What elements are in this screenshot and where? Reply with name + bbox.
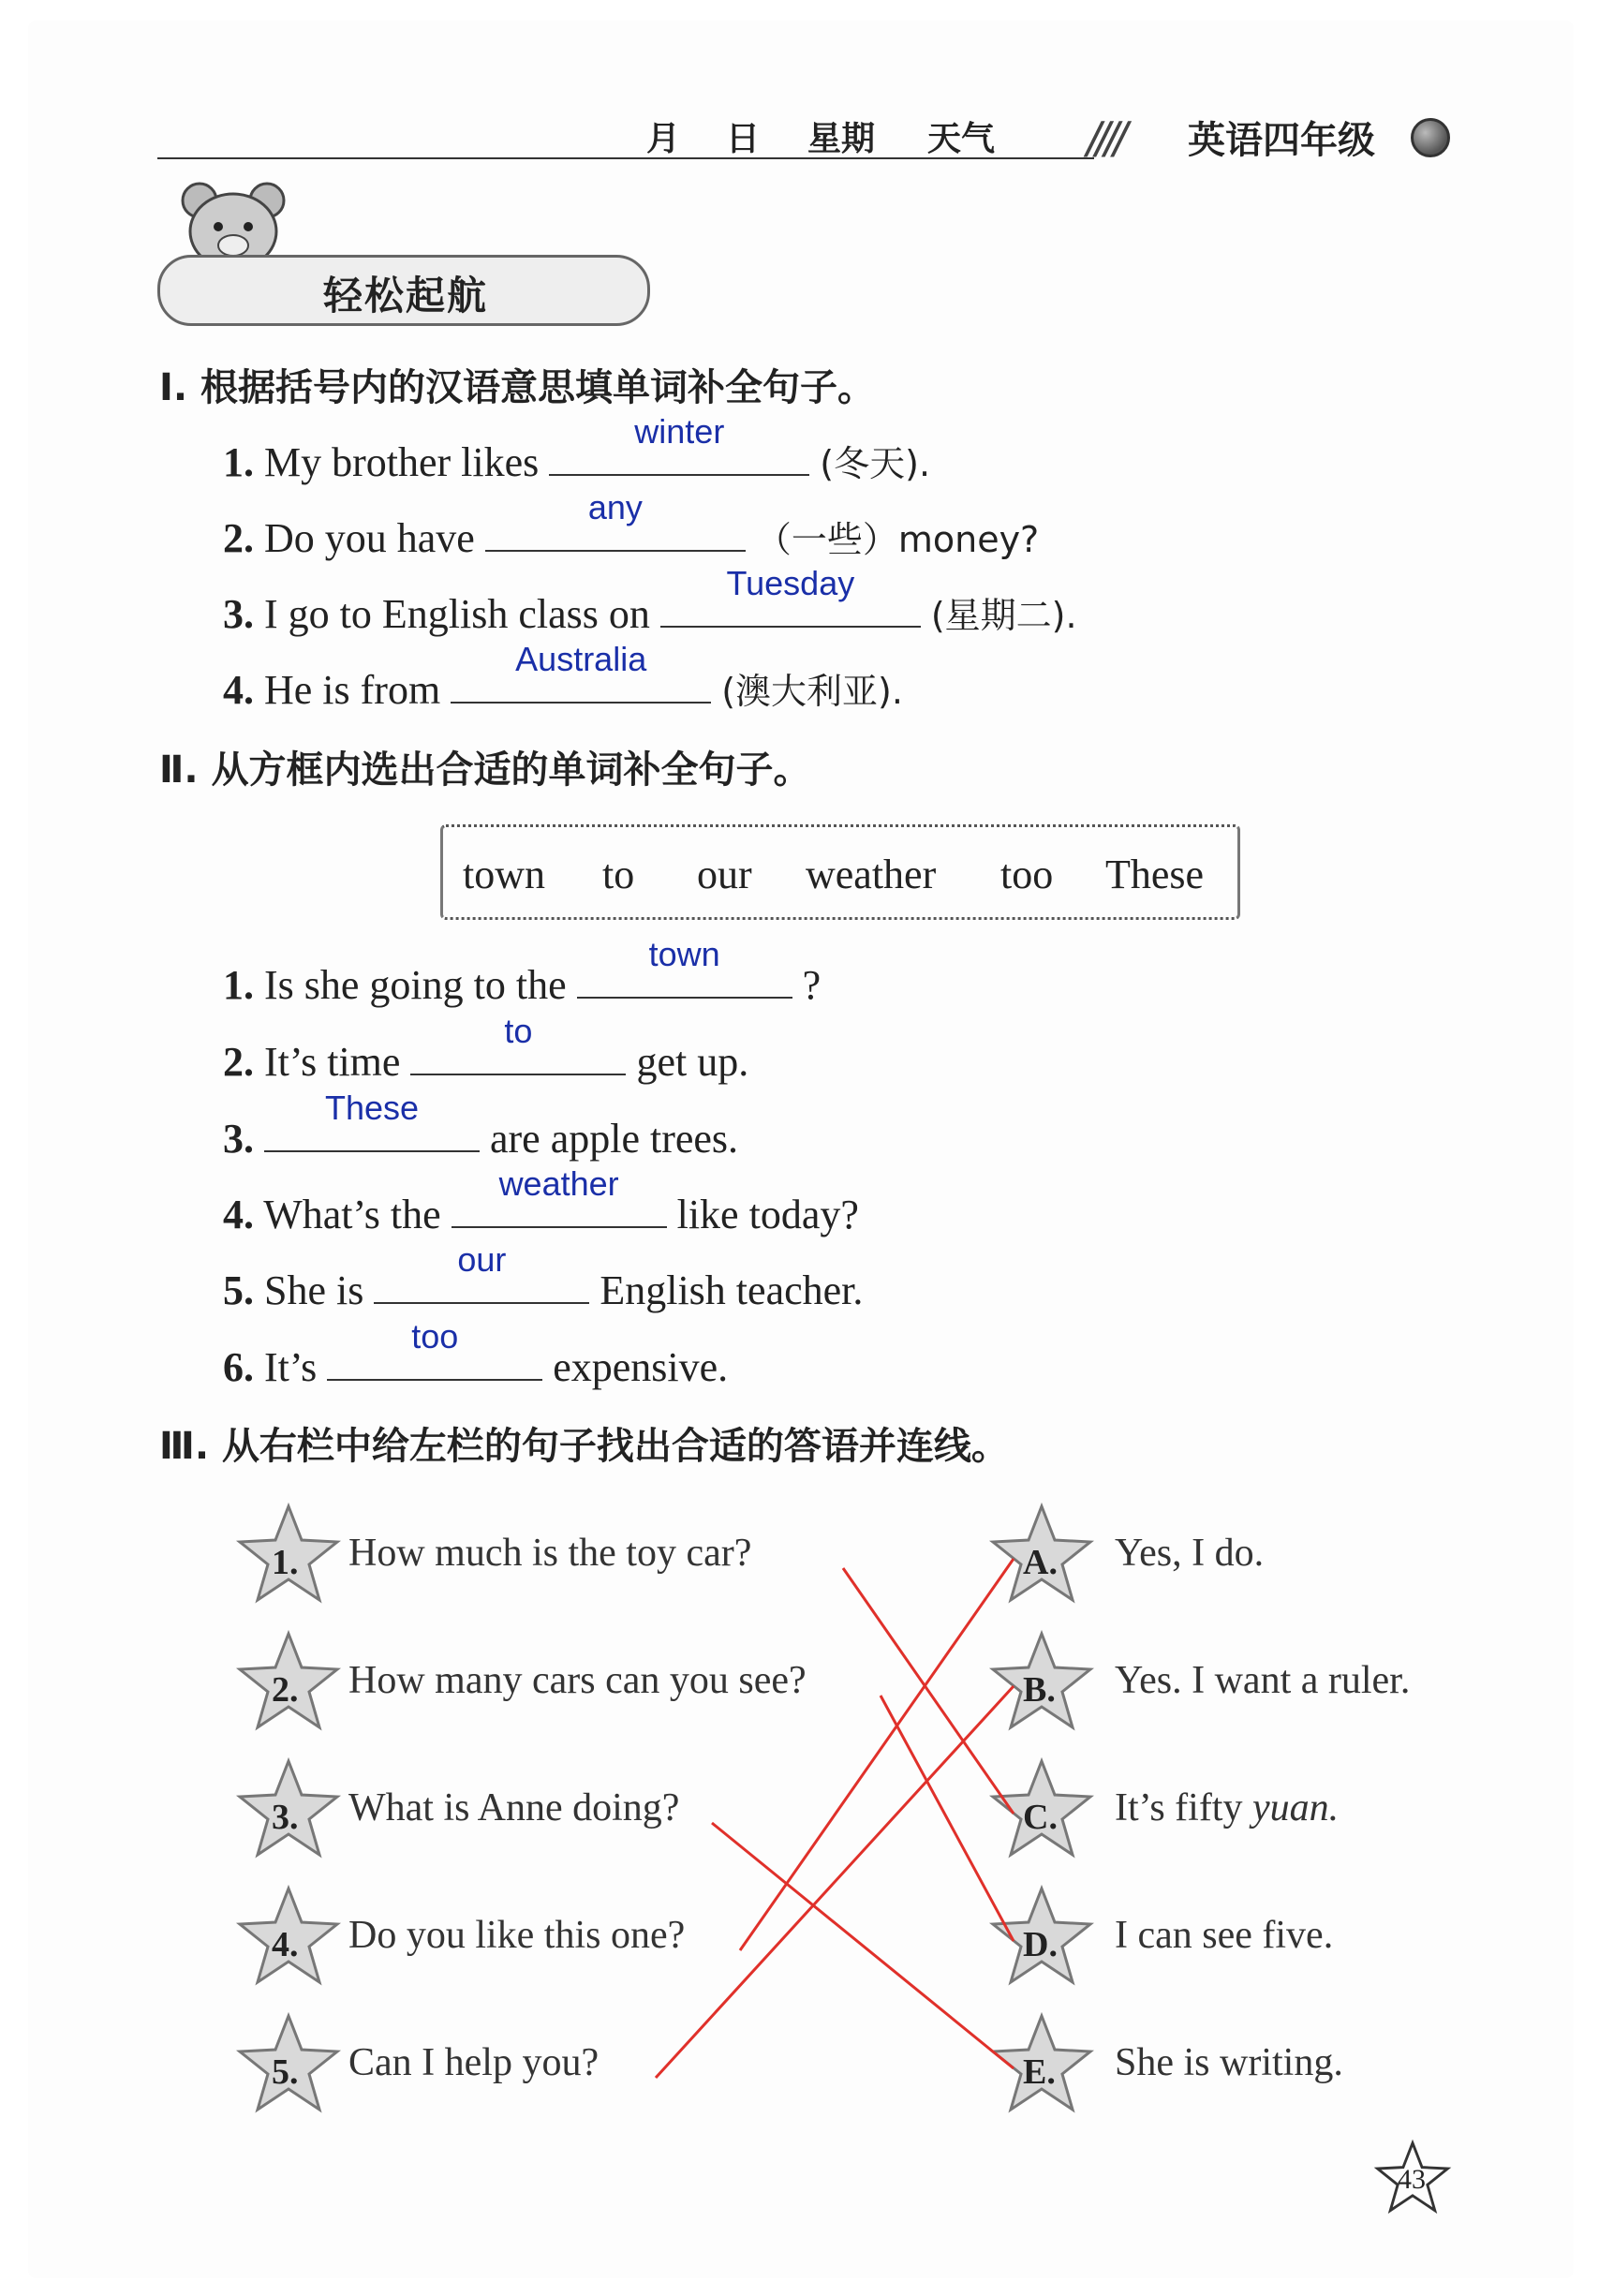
right-answer: It’s fifty yuan. bbox=[1115, 1786, 1340, 1829]
left-question: Do you like this one? bbox=[348, 1914, 686, 1957]
header-day: 日 bbox=[726, 120, 761, 158]
banner-title: 轻松起航 bbox=[323, 273, 489, 318]
right-answer: I can see five. bbox=[1115, 1914, 1334, 1957]
answer-blank[interactable]: to bbox=[410, 1032, 626, 1075]
left-question: How much is the toy car? bbox=[348, 1532, 752, 1575]
left-item-number: 3. bbox=[272, 1798, 299, 1837]
right-item-letter: B. bbox=[1023, 1670, 1056, 1710]
italic-word: yuan. bbox=[1242, 1786, 1340, 1829]
left-item-number: 1. bbox=[272, 1543, 299, 1582]
answer-blank[interactable]: Australia bbox=[451, 660, 711, 704]
s2-item-5: 5. She is our English teacher. bbox=[223, 1240, 864, 1313]
left-question: How many cars can you see? bbox=[348, 1659, 807, 1702]
answer-blank[interactable]: These bbox=[264, 1109, 480, 1152]
header-weekday: 星期 bbox=[807, 120, 876, 158]
right-item-letter: C. bbox=[1023, 1798, 1058, 1837]
header-slashes-icon: //// bbox=[1087, 112, 1122, 163]
page-number: 43 bbox=[1398, 2164, 1426, 2195]
s2-item-4: 4. What’s the weather like today? bbox=[223, 1164, 859, 1237]
left-item-number: 5. bbox=[272, 2052, 299, 2092]
right-answer: She is writing. bbox=[1115, 2041, 1343, 2084]
answer-blank[interactable]: our bbox=[374, 1261, 589, 1304]
s2-item-6: 6. It’s too expensive. bbox=[223, 1317, 729, 1390]
right-item-letter: E. bbox=[1023, 2052, 1056, 2092]
word-bank-word: to bbox=[602, 852, 635, 897]
s1-item-3: 3. I go to English class on Tuesday (星期二). bbox=[223, 564, 1077, 637]
word-bank-word: These bbox=[1105, 852, 1205, 897]
word-bank-word: weather bbox=[806, 852, 937, 897]
answer-blank[interactable]: town bbox=[577, 955, 792, 999]
header-subject: 英语四年级 bbox=[1188, 119, 1375, 162]
s1-item-1: 1. My brother likes winter (冬天). bbox=[223, 412, 931, 485]
answer-blank[interactable]: weather bbox=[452, 1185, 667, 1228]
match-line bbox=[881, 1696, 1014, 1941]
section3-heading: Ⅲ. 从右栏中给左栏的句子找出合适的答语并连线。 bbox=[159, 1425, 1009, 1468]
s2-item-1: 1. Is she going to the town ? bbox=[223, 935, 822, 1008]
left-item-number: 2. bbox=[272, 1670, 299, 1710]
right-item-letter: A. bbox=[1023, 1543, 1058, 1582]
match-line bbox=[656, 1686, 1014, 2078]
header-month: 月 bbox=[646, 120, 681, 158]
left-question: Can I help you? bbox=[348, 2041, 600, 2084]
right-answer: Yes. I want a ruler. bbox=[1115, 1659, 1411, 1702]
right-item-letter: D. bbox=[1023, 1925, 1058, 1964]
section2-heading: Ⅱ. 从方框内选出合适的单词补全句子。 bbox=[159, 748, 811, 792]
word-bank-word: town bbox=[463, 852, 545, 897]
s1-item-2: 2. Do you have any （一些）money? bbox=[223, 488, 1040, 561]
section1-heading: Ⅰ. 根据括号内的汉语意思填单词补全句子。 bbox=[159, 366, 876, 409]
left-item-number: 4. bbox=[272, 1925, 299, 1964]
header-weather: 天气 bbox=[927, 120, 996, 158]
s2-item-2: 2. It’s time to get up. bbox=[223, 1012, 749, 1085]
word-bank-word: too bbox=[1000, 852, 1054, 897]
right-answer: Yes, I do. bbox=[1115, 1532, 1265, 1575]
answer-blank[interactable]: too bbox=[327, 1338, 542, 1381]
answer-blank[interactable]: any bbox=[485, 509, 746, 552]
left-question: What is Anne doing? bbox=[348, 1786, 680, 1829]
word-bank-word: our bbox=[697, 852, 752, 897]
answer-blank[interactable]: Tuesday bbox=[660, 585, 921, 628]
s1-item-4: 4. He is from Australia (澳大利亚). bbox=[223, 640, 903, 713]
match-line bbox=[843, 1568, 1014, 1814]
answer-blank[interactable]: winter bbox=[549, 433, 809, 476]
s2-item-3: 3. These are apple trees. bbox=[223, 1089, 739, 1162]
